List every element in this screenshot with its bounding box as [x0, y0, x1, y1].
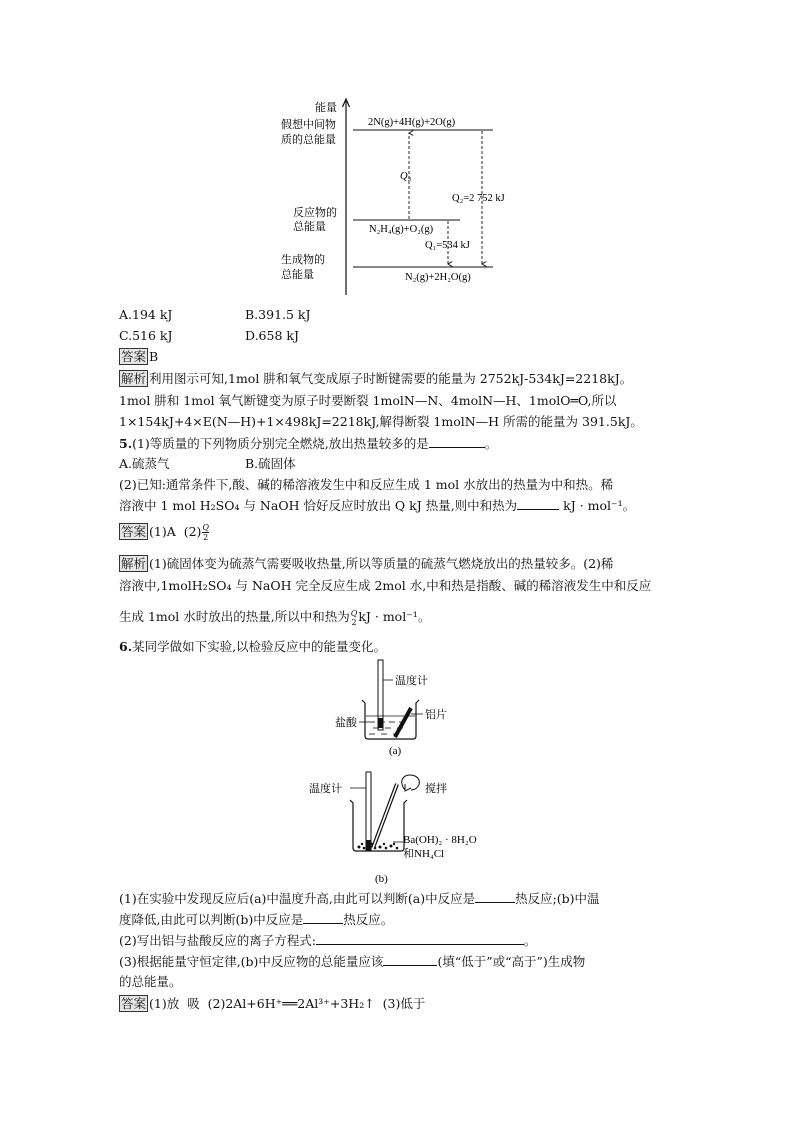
energy-axis-label: 能量	[315, 102, 337, 114]
q6-part3-line-1	[119, 953, 585, 970]
q4-option-c[interactable]: C.516 kJ	[119, 328, 173, 343]
q6-stem-text: 某同学做如下实验,以检验反应中的能量变化。	[132, 639, 387, 654]
q5-stem-1-end: 。	[484, 436, 498, 451]
fraction-numerator: Q	[350, 608, 358, 618]
q5-blank-1[interactable]	[429, 435, 485, 448]
q6-part1-line-1	[119, 890, 600, 907]
answer-tag: 答案	[121, 349, 147, 364]
figure-b-caption: (b)	[375, 873, 388, 885]
q6-number: 6.	[119, 639, 133, 654]
q5-analysis-fraction	[351, 609, 358, 627]
q4-answer: B	[149, 349, 159, 364]
q2-label: Q₂=2 752 kJ	[452, 193, 505, 204]
answer-tag: 答案	[121, 524, 147, 539]
stirring-rod-inner	[373, 784, 397, 848]
thermometer-b	[366, 772, 371, 850]
q6-part2-text-a: (2)写出铝与盐酸反应的离子方程式:	[119, 933, 316, 948]
fraction-numerator: Q	[202, 523, 209, 532]
q4-option-d[interactable]: D.658 kJ	[245, 328, 299, 343]
q4-option-b[interactable]: B.391.5 kJ	[245, 307, 311, 322]
intermediate-label-2: 质的总能量	[281, 134, 336, 146]
q5-analysis-line-3	[119, 606, 430, 628]
q4-option-a[interactable]: A.194 kJ	[119, 307, 173, 322]
q6-blank-4[interactable]	[383, 953, 437, 966]
q5-stem-1-text: (1)等质量的下列物质分别完全燃烧,放出热量较多的是	[132, 436, 429, 451]
reagent-label-1: Ba(OH)₂ · 8H₂O	[403, 834, 477, 846]
q3-label: Q₃	[400, 171, 412, 182]
fraction-denominator: 2	[203, 533, 209, 542]
energy-level-diagram	[275, 95, 525, 300]
stir-label: 搅拌	[425, 783, 447, 795]
aluminum-strip	[395, 708, 411, 737]
figure-a-caption: (a)	[389, 745, 402, 757]
q6-part1-line-2	[119, 911, 393, 928]
figure-b-apparatus	[305, 770, 515, 888]
q5-stem-1	[119, 435, 497, 452]
solid-mixture	[358, 843, 399, 850]
q5-analysis-text-3b: kJ · mol⁻¹。	[358, 609, 431, 624]
q5-analysis-line-2: 溶液中,1molH₂SO₄ 与 NaOH 完全反应生成 2mol 水,中和热是指酸、碱的稀溶液发生中和反应	[119, 578, 652, 593]
q5-analysis-text-3a: 生成 1mol 水时放出的热量,所以中和热为	[119, 609, 350, 624]
q5-answer-1: (1)A	[149, 524, 176, 539]
intermediate-label-1: 假想中间物	[281, 119, 336, 131]
q4-answer-row	[119, 348, 158, 365]
q4-analysis-text-1: 利用图示可知,1mol 肼和氧气变成原子时断键需要的能量为 2752kJ-534kJ=2218kJ。	[149, 371, 633, 386]
q5-answer-row	[119, 521, 210, 543]
reagent-label-2: 和NH₄Cl	[403, 848, 445, 860]
q4-analysis-line-2: 1mol 肼和 1mol 氧气断键变为原子时要断裂 1molN—N、4molN—H、1molO═O,所以	[119, 393, 617, 408]
analysis-tag: 解析	[121, 556, 147, 571]
aluminum-label: 铝片	[425, 709, 447, 721]
q4-analysis-line-1	[119, 370, 632, 387]
q6-part1-text-d: 热反应。	[343, 912, 394, 927]
product-formula: N₂(g)+2H₂O(g)	[405, 272, 471, 283]
beaker-a	[362, 700, 419, 739]
thermometer-b-label: 温度计	[309, 783, 342, 795]
q6-answer: (1)放 吸 (2)2Al+6H⁺══2Al³⁺+3H₂↑ (3)低于	[149, 996, 426, 1011]
q5-stem-2-text-b: kJ · mol⁻¹。	[559, 498, 636, 513]
q5-option-a[interactable]: A.硫蒸气	[119, 456, 170, 471]
q6-blank-3[interactable]	[316, 932, 524, 945]
q5-option-b[interactable]: B.硫固体	[245, 456, 296, 471]
q6-part1-text-a: (1)在实验中发现反应后(a)中温度升高,由此可以判断(a)中反应是	[119, 891, 476, 906]
q4-analysis-line-3: 1×154kJ+4×E(N—H)+1×498kJ=2218kJ,解得断裂 1molN—H 所需的能量为 391.5kJ。	[119, 414, 643, 429]
fraction-denominator: 2	[351, 617, 357, 627]
stir-arrow-head	[405, 784, 411, 791]
q6-part3-line-2: 的总能量。	[119, 974, 182, 989]
thermometer-a-label: 温度计	[395, 675, 428, 687]
q6-part3-text-b: (填“低于”或“高于”)生成物	[437, 954, 586, 969]
product-label-1: 生成物的	[281, 254, 325, 266]
reactant-formula: N₂H₄(g)+O₂(g)	[369, 224, 434, 235]
beaker-b	[350, 800, 407, 851]
q6-answer-row	[119, 995, 425, 1012]
q6-part3-text-a: (3)根据能量守恒定律,(b)中反应物的总能量应该	[119, 954, 384, 969]
q5-stem-2-line-1: (2)已知:通常条件下,酸、碱的稀溶液发生中和反应生成 1 mol 水放出的热量为中和热。稀	[119, 477, 614, 492]
intermediate-formula: 2N(g)+4H(g)+2O(g)	[368, 117, 456, 128]
q5-analysis-line-1	[119, 555, 613, 572]
acid-label: 盐酸	[335, 717, 357, 729]
q5-number: 5.	[119, 436, 133, 451]
q6-part1-text-b: 热反应;(b)中温	[515, 891, 600, 906]
figure-a-apparatus	[335, 658, 475, 758]
q5-options-row	[119, 456, 296, 472]
answer-tag: 答案	[121, 996, 147, 1011]
q5-stem-2-text-a: 溶液中 1 mol H₂SO₄ 与 NaOH 恰好反应时放出 Q kJ 热量,则中和热为	[119, 498, 518, 513]
q5-analysis-text-1: (1)硫固体变为硫蒸气需要吸收热量,所以等质量的硫蒸气燃烧放出的热量较多。(2)稀	[149, 556, 614, 571]
q6-blank-1[interactable]	[475, 890, 515, 903]
q5-blank-2[interactable]	[517, 497, 559, 510]
q4-options-row-2	[119, 328, 299, 344]
q6-stem	[119, 639, 386, 655]
reactant-label-2: 总能量	[293, 221, 326, 233]
q5-answer-fraction	[202, 523, 209, 542]
q6-blank-2[interactable]	[303, 911, 343, 924]
q6-part2-text-b: 。	[523, 933, 537, 948]
q5-answer-2: (2)	[183, 524, 202, 539]
q6-part2-line	[119, 932, 536, 949]
q6-part1-text-c: 度降低,由此可以判断(b)中反应是	[119, 912, 304, 927]
analysis-tag: 解析	[121, 371, 147, 386]
q5-stem-2-line-2	[119, 497, 635, 514]
product-label-2: 总能量	[281, 269, 314, 281]
thermometer-bulb-a	[378, 718, 383, 728]
q1-label: Q₁=534 kJ	[425, 240, 470, 251]
reactant-label-1: 反应物的	[293, 207, 337, 219]
q4-options-row-1	[119, 307, 311, 323]
